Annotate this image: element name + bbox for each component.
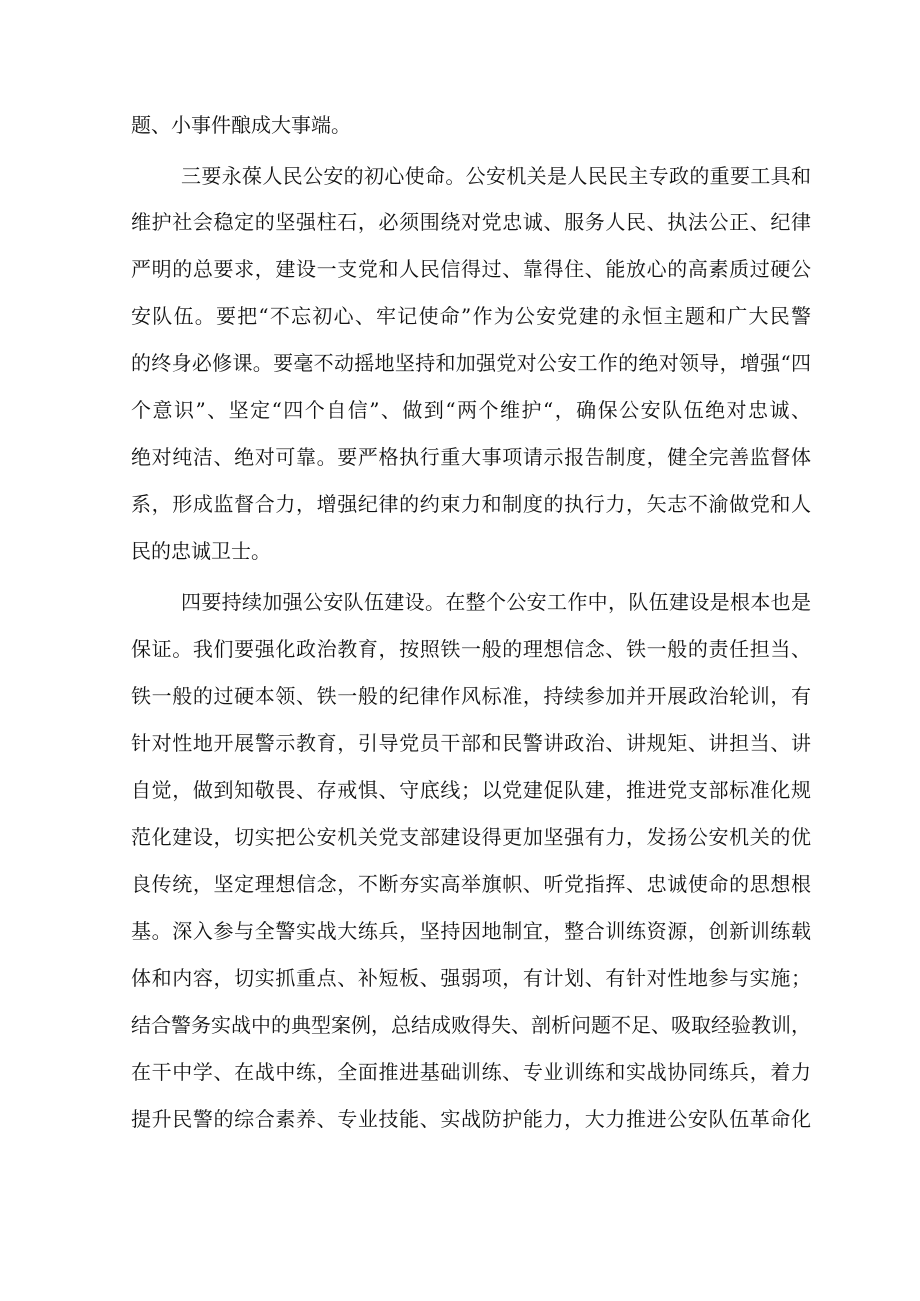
text-line: 题、小事件酿成大事端。 — [131, 113, 351, 137]
text-line: 四要持续加强公安队伍建设。在整个公安工作中，队伍建设是根本也是 — [181, 590, 811, 614]
text-line: 自觉，做到知敬畏、存戒惧、守底线；以党建促队建，推进党支部标准化规 — [131, 778, 811, 802]
text-line: 维护社会稳定的坚强柱石，必须围绕对党忠诚、服务人民、执法公正、纪律 — [131, 210, 811, 234]
text-line: 针对性地开展警示教育，引导党员干部和民警讲政治、讲规矩、讲担当、讲 — [131, 731, 811, 755]
text-line: 范化建设，切实把公安机关党支部建设得更加坚强有力，发扬公安机关的优 — [131, 825, 811, 849]
text-line: 良传统，坚定理想信念，不断夯实高举旗帜、听党指挥、忠诚使命的思想根 — [131, 872, 811, 896]
text-line: 三要永葆人民公安的初心使命。公安机关是人民民主专政的重要工具和 — [181, 164, 811, 188]
text-line: 提升民警的综合素养、专业技能、实战防护能力，大力推进公安队伍革命化 — [131, 1107, 811, 1131]
text-line: 铁一般的过硬本领、铁一般的纪律作风标准，持续参加并开展政治轮训，有 — [131, 684, 811, 708]
text-line: 个意识”、坚定“四个自信”、做到“两个维护“，确保公安队伍绝对忠诚、 — [131, 398, 811, 422]
text-line: 保证。我们要强化政治教育，按照铁一般的理想信念、铁一般的责任担当、 — [131, 637, 811, 661]
text-line: 严明的总要求，建设一支党和人民信得过、靠得住、能放心的高素质过硬公 — [131, 257, 811, 281]
text-line: 系，形成监督合力，增强纪律的约束力和制度的执行力，矢志不渝做党和人 — [131, 492, 811, 516]
text-line: 体和内容，切实抓重点、补短板、强弱项，有计划、有针对性地参与实施； — [131, 966, 811, 990]
text-line: 绝对纯洁、绝对可靠。要严格执行重大事项请示报告制度，健全完善监督体 — [131, 445, 811, 469]
text-line: 民的忠诚卫士。 — [131, 539, 271, 563]
text-line: 基。深入参与全警实战大练兵，坚持因地制宜，整合训练资源，创新训练载 — [131, 919, 811, 943]
text-line: 结合警务实战中的典型案例，总结成败得失、剖析问题不足、吸取经验教训， — [131, 1013, 811, 1037]
text-line: 在干中学、在战中练，全面推进基础训练、专业训练和实战协同练兵，着力 — [131, 1060, 811, 1084]
text-line: 安队伍。要把“不忘初心、牢记使命”作为公安党建的永恒主题和广大民警 — [131, 304, 811, 328]
text-line: 的终身必修课。要毫不动摇地坚持和加强党对公安工作的绝对领导，增强“四 — [131, 351, 811, 375]
